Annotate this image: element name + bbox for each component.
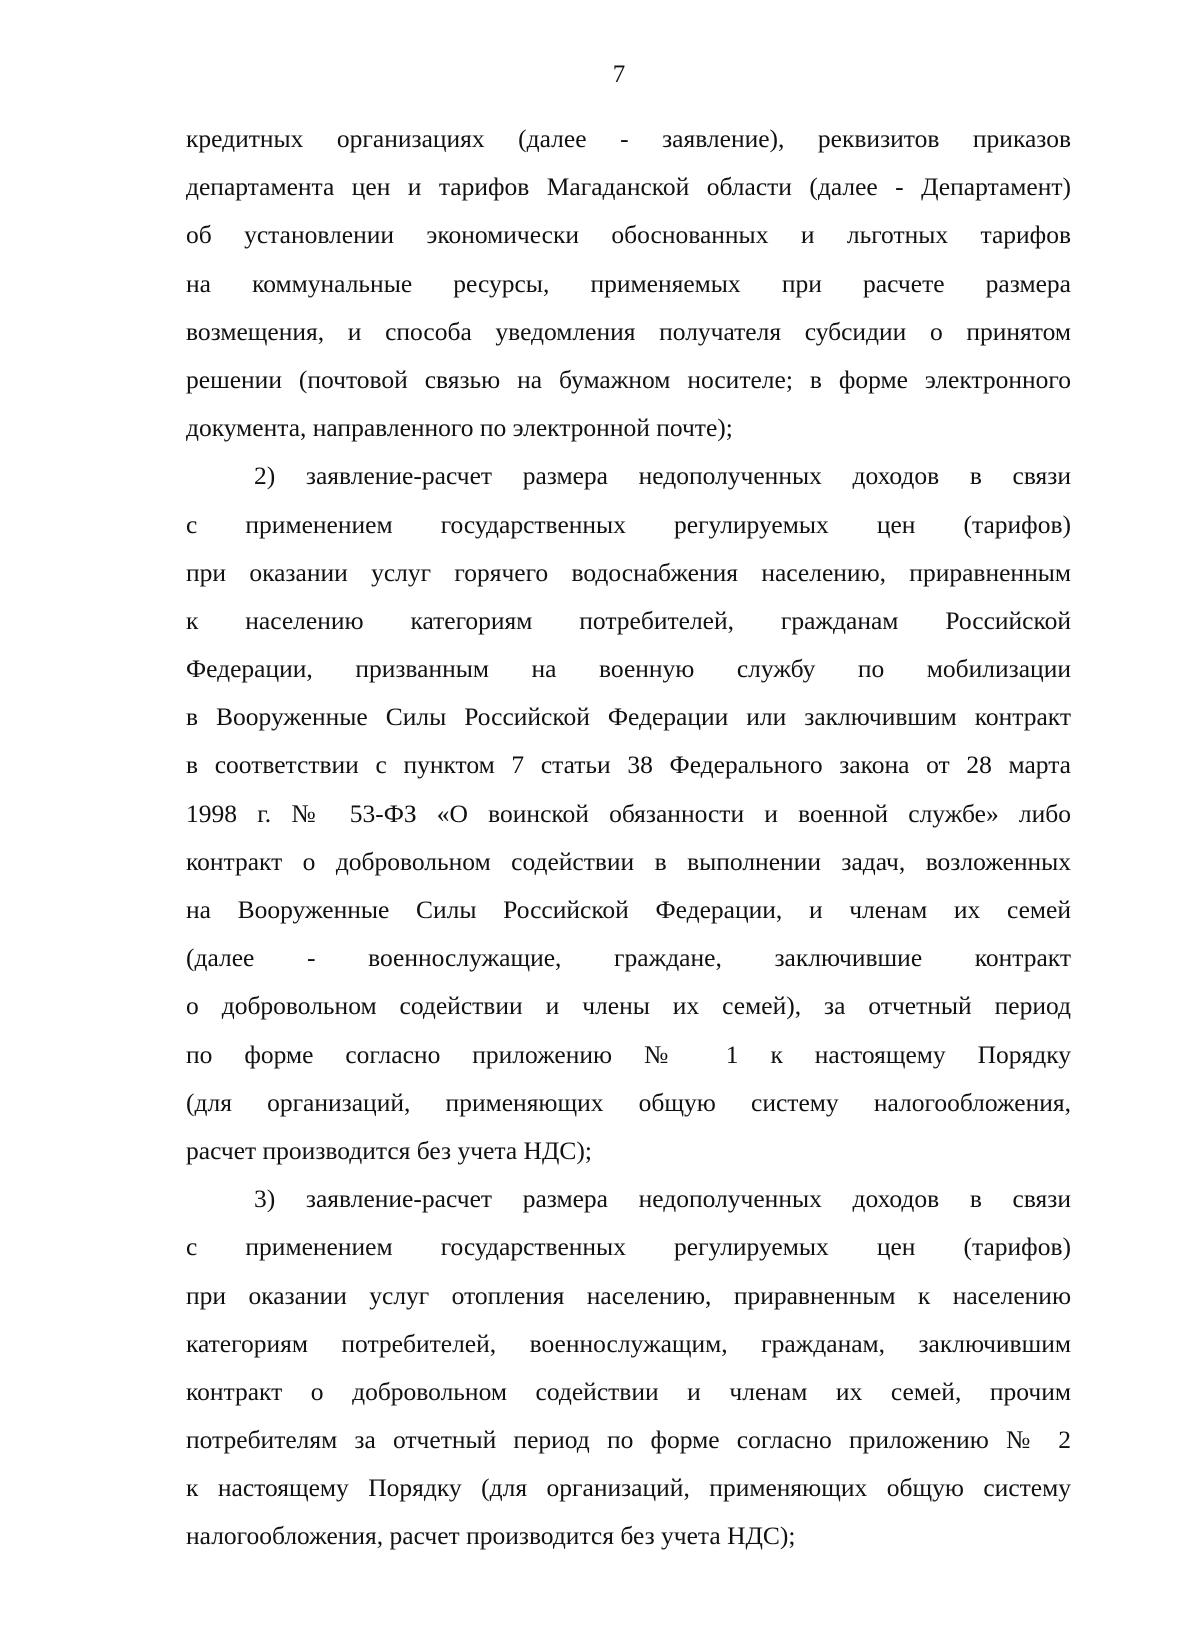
text-line: при оказании услуг отопления населению, приравненным к населению xyxy=(186,1280,1071,1310)
text-line: Федерации, призванным на военную службу по мобилизации xyxy=(186,654,1071,684)
text-line: документа, направленного по электронной почте); xyxy=(186,413,733,443)
text-line: на Вооруженные Силы Российской Федерации, и членам их семей xyxy=(186,895,1071,924)
page-number: 7 xyxy=(612,61,626,88)
text-line: потребителям за отчетный период по форме согласно приложению № 2 xyxy=(186,1425,1071,1455)
text-line: расчет производится без учета НДС); xyxy=(186,1135,592,1165)
text-line: о добровольном содействии и члены их семей), за отчетный период xyxy=(186,991,1071,1021)
text-line: 2) заявление-расчет размера недополученных доходов в связи xyxy=(254,461,1071,491)
text-line: на коммунальные ресурсы, применяемых при расчете размера xyxy=(186,268,1071,298)
text-line: налогообложения, расчет производится без учета НДС); xyxy=(186,1521,796,1551)
text-line: департамента цен и тарифов Магаданской области (далее - Департамент) xyxy=(186,172,1071,202)
text-line: 1998 г. № 53-ФЗ «О воинской обязанности и военной службе» либо xyxy=(186,798,1071,828)
text-line: контракт о добровольном содействии и членам их семей, прочим xyxy=(186,1376,1071,1406)
text-line: при оказании услуг горячего водоснабжения населению, приравненным xyxy=(186,557,1071,587)
text-line: к населению категориям потребителей, гражданам Российской xyxy=(186,605,1071,635)
text-line: возмещения, и способа уведомления получателя субсидии о принятом xyxy=(186,316,1071,346)
text-line: с применением государственных регулируемых цен (тарифов) xyxy=(186,509,1071,539)
text-line: кредитных организациях (далее - заявление), реквизитов приказов xyxy=(186,124,1071,153)
text-line: (далее - военнослужащие, граждане, заключившие контракт xyxy=(186,943,1071,973)
text-line: по форме согласно приложению № 1 к настоящему Порядку xyxy=(186,1039,1071,1069)
text-line: к настоящему Порядку (для организаций, применяющих общую систему xyxy=(186,1473,1071,1503)
document-body xyxy=(186,115,1071,1561)
text-line: об установлении экономически обоснованных и льготных тарифов xyxy=(186,220,1071,250)
text-line: в соответствии с пунктом 7 статьи 38 Федерального закона от 28 марта xyxy=(186,750,1071,780)
text-line: 3) заявление-расчет размера недополученных доходов в связи xyxy=(254,1184,1071,1214)
text-line: с применением государственных регулируемых цен (тарифов) xyxy=(186,1232,1071,1262)
text-line: контракт о добровольном содействии в выполнении задач, возложенных xyxy=(186,846,1071,876)
text-line: (для организаций, применяющих общую систему налогообложения, xyxy=(186,1087,1071,1117)
text-line: в Вооруженные Силы Российской Федерации или заключившим контракт xyxy=(186,702,1071,732)
text-line: категориям потребителей, военнослужащим, гражданам, заключившим xyxy=(186,1328,1071,1358)
text-line: решении (почтовой связью на бумажном носителе; в форме электронного xyxy=(186,364,1071,394)
